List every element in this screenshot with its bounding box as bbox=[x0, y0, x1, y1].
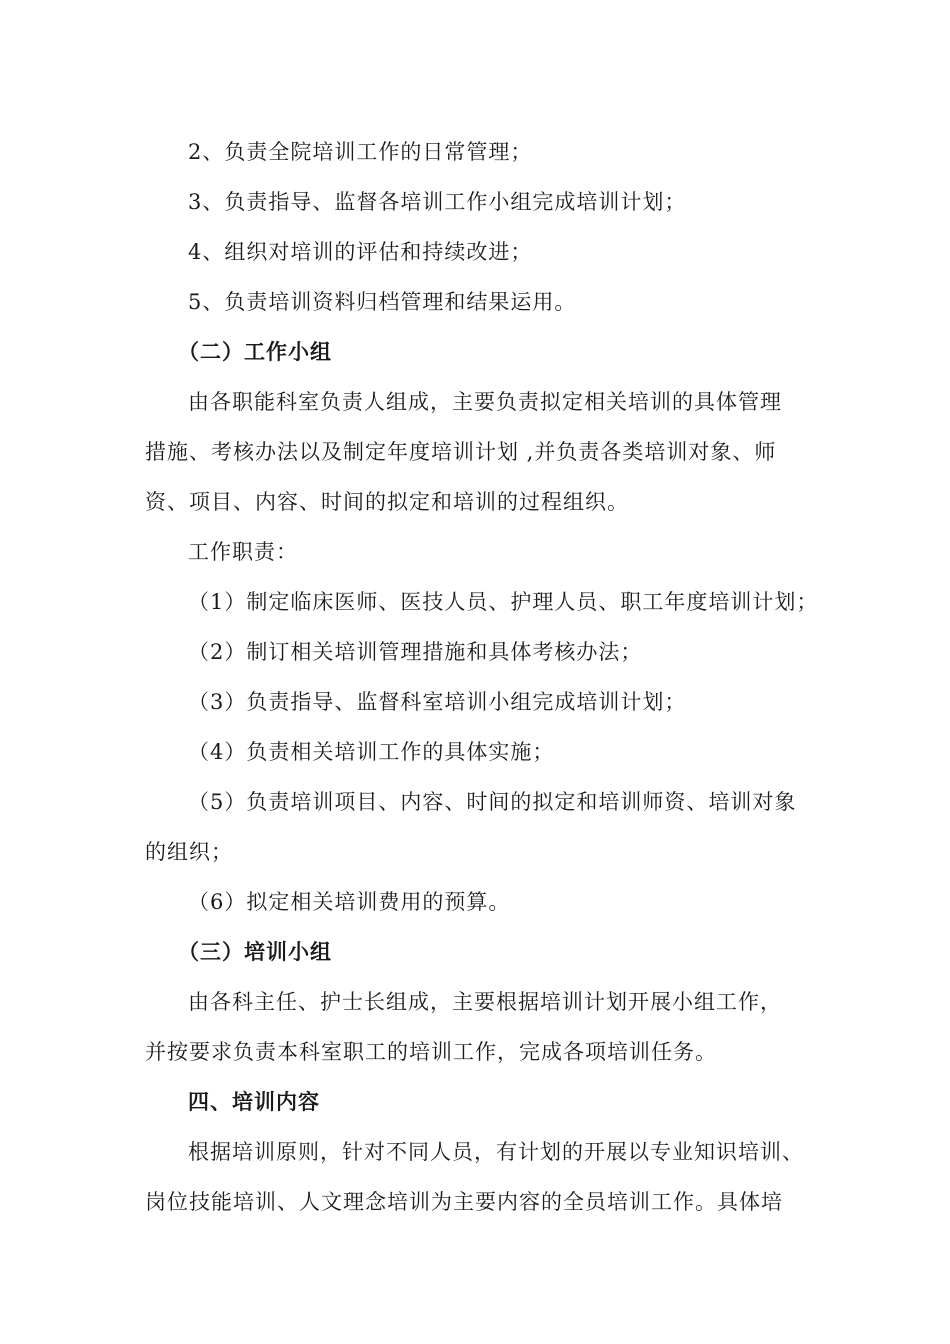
work-duty-5-continued: 的组织； bbox=[145, 840, 233, 864]
work-duty-1: （1）制定临床医师、医技人员、护理人员、职工年度培训计划； bbox=[188, 590, 819, 614]
work-duty-2: （2）制订相关培训管理措施和具体考核办法； bbox=[188, 640, 643, 664]
work-duty-6: （6）拟定相关培训费用的预算。 bbox=[188, 890, 511, 914]
section-heading-training-content: 四、培训内容 bbox=[188, 1089, 320, 1114]
paragraph-line: 资、项目、内容、时间的拟定和培训的过程组织。 bbox=[145, 490, 629, 514]
paragraph-line: 措施、考核办法以及制定年度培训计划 ,并负责各类培训对象、师 bbox=[145, 440, 777, 464]
section-heading-work-group: （二）工作小组 bbox=[178, 339, 332, 364]
duty-item-2: 2、负责全院培训工作的日常管理； bbox=[188, 140, 533, 164]
work-duty-3: （3）负责指导、监督科室培训小组完成培训计划； bbox=[188, 690, 687, 714]
section-heading-training-group: （三）培训小组 bbox=[178, 939, 332, 964]
work-duty-4: （4）负责相关培训工作的具体实施； bbox=[188, 740, 555, 764]
paragraph-line: 根据培训原则，针对不同人员，有计划的开展以专业知识培训、 bbox=[188, 1140, 804, 1164]
duty-item-5: 5、负责培训资料归档管理和结果运用。 bbox=[188, 290, 577, 314]
duty-item-3: 3、负责指导、监督各培训工作小组完成培训计划； bbox=[188, 190, 687, 214]
duties-label: 工作职责： bbox=[188, 540, 298, 564]
work-duty-5: （5）负责培训项目、内容、时间的拟定和培训师资、培训对象 bbox=[188, 790, 797, 814]
duty-item-4: 4、组织对培训的评估和持续改进； bbox=[188, 240, 533, 264]
paragraph-line: 由各科主任、护士长组成，主要根据培训计划开展小组工作， bbox=[188, 990, 782, 1014]
paragraph-line: 岗位技能培训、人文理念培训为主要内容的全员培训工作。具体培 bbox=[145, 1190, 783, 1214]
paragraph-line: 由各职能科室负责人组成，主要负责拟定相关培训的具体管理 bbox=[188, 390, 782, 414]
paragraph-line: 并按要求负责本科室职工的培训工作，完成各项培训任务。 bbox=[145, 1040, 717, 1064]
